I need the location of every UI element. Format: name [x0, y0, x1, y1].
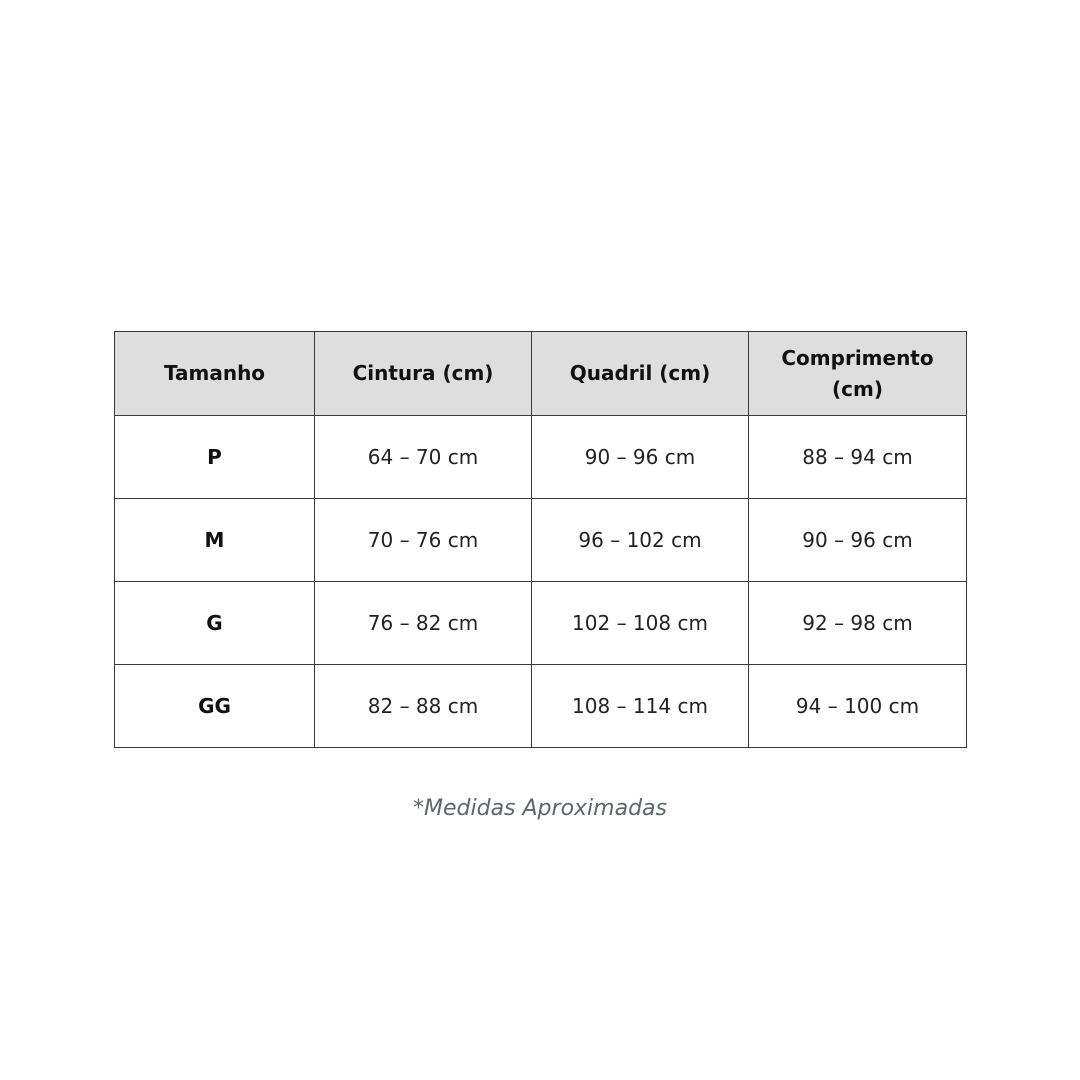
- table-row: [115, 416, 967, 499]
- cintura-cell: 64 – 70 cm: [315, 416, 532, 499]
- comprimento-cell: 94 – 100 cm: [749, 665, 967, 748]
- table-body: [115, 416, 967, 748]
- quadril-cell: 90 – 96 cm: [532, 416, 749, 499]
- cintura-cell: 82 – 88 cm: [315, 665, 532, 748]
- table-row: [115, 499, 967, 582]
- quadril-cell: 102 – 108 cm: [532, 582, 749, 665]
- comprimento-cell: 92 – 98 cm: [749, 582, 967, 665]
- header-row: [115, 332, 967, 416]
- table-row: [115, 582, 967, 665]
- header-tamanho: Tamanho: [115, 332, 315, 416]
- cintura-cell: 76 – 82 cm: [315, 582, 532, 665]
- comprimento-cell: 88 – 94 cm: [749, 416, 967, 499]
- header-comprimento: Comprimento (cm): [749, 332, 967, 416]
- table-row: [115, 665, 967, 748]
- quadril-cell: 96 – 102 cm: [532, 499, 749, 582]
- size-cell: M: [115, 499, 315, 582]
- size-cell: P: [115, 416, 315, 499]
- approximate-measurements-note: *Medidas Aproximadas: [413, 796, 667, 821]
- size-chart-table: [114, 331, 967, 748]
- table-header: [115, 332, 967, 416]
- cintura-cell: 70 – 76 cm: [315, 499, 532, 582]
- size-cell: G: [115, 582, 315, 665]
- comprimento-cell: 90 – 96 cm: [749, 499, 967, 582]
- size-cell: GG: [115, 665, 315, 748]
- header-quadril: Quadril (cm): [532, 332, 749, 416]
- header-cintura: Cintura (cm): [315, 332, 532, 416]
- quadril-cell: 108 – 114 cm: [532, 665, 749, 748]
